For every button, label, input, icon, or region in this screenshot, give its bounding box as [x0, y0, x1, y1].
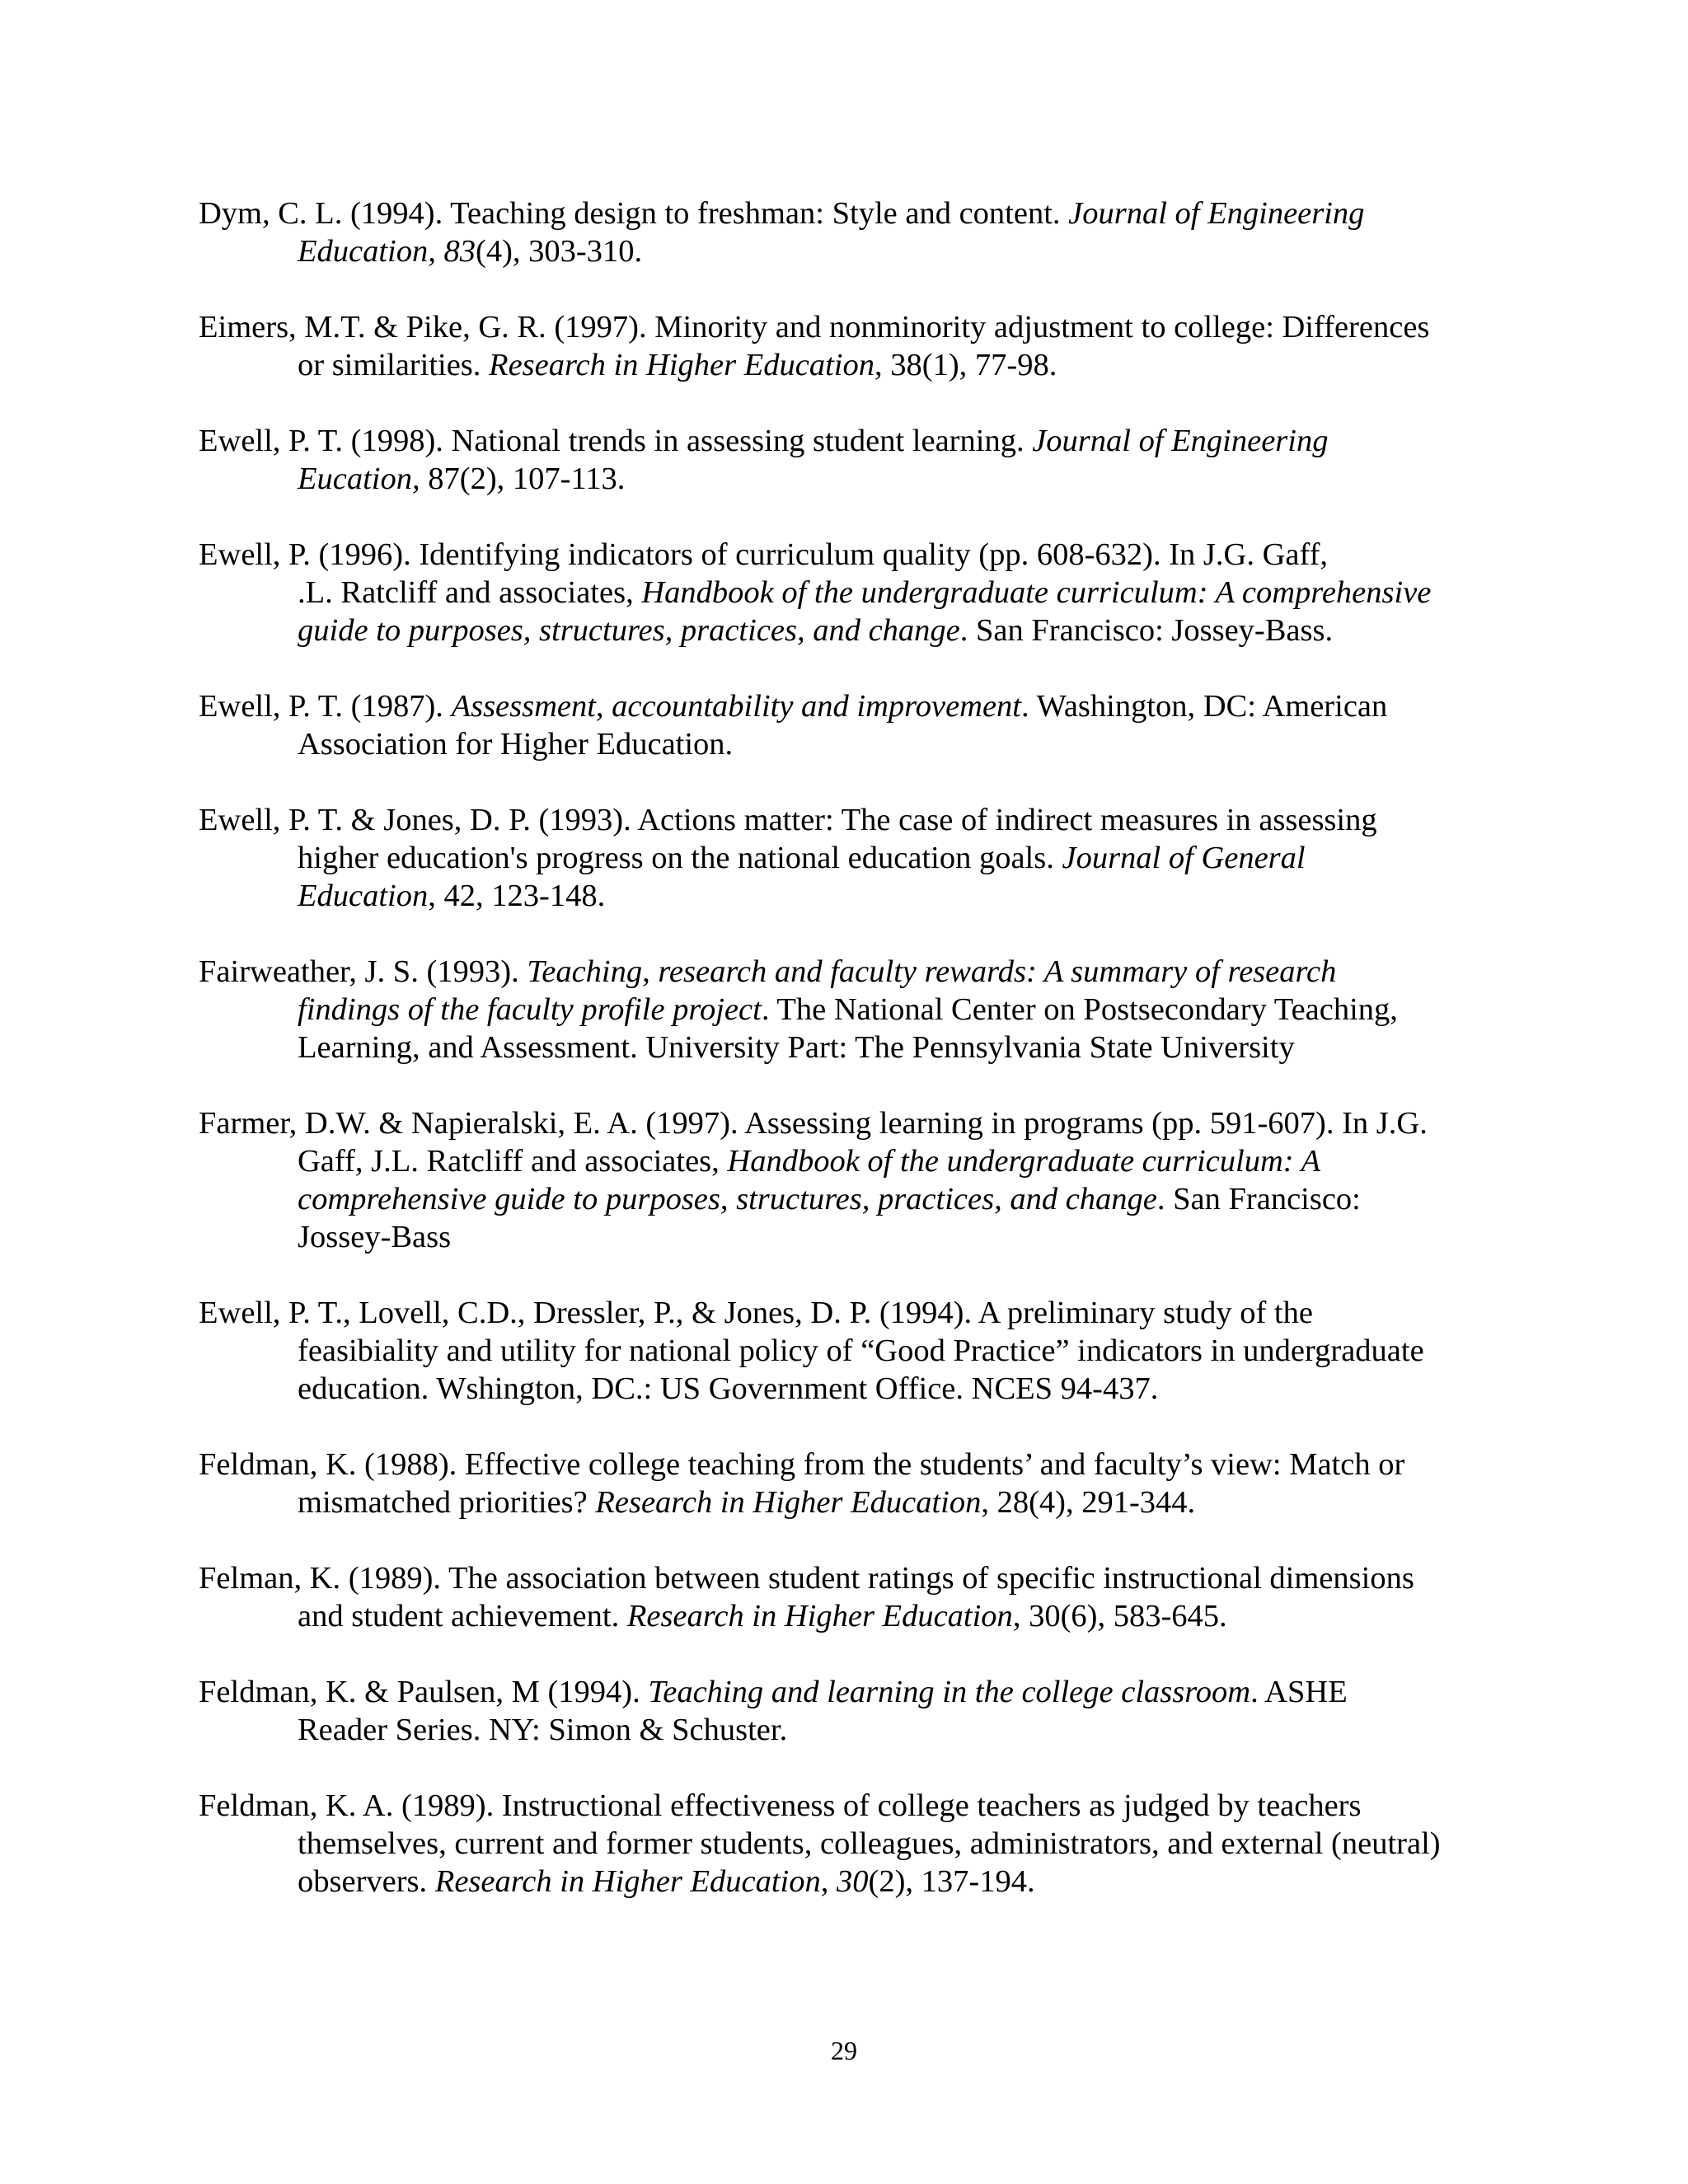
- reference-first-line: [199, 953, 1517, 991]
- reference-text: ,: [820, 1864, 837, 1899]
- reference-italic-text: 30: [837, 1864, 869, 1899]
- reference-entry: [199, 1673, 1517, 1749]
- reference-first-line: [199, 308, 1517, 346]
- reference-continuation-line: [199, 574, 1517, 612]
- reference-continuation-line: [199, 460, 1517, 498]
- reference-entry: [199, 194, 1517, 270]
- reference-text: Reader Series. NY: Simon & Schuster.: [298, 1713, 788, 1747]
- reference-continuation-line: [199, 1863, 1517, 1900]
- reference-italic-text: Handbook of the undergraduate curriculum: A: [727, 1144, 1321, 1179]
- reference-text: . ASHE: [1250, 1675, 1348, 1709]
- reference-text: feasibiality and utility for national policy of “Good Practice” indicators in undergraduate: [298, 1333, 1424, 1368]
- reference-text: observers.: [298, 1864, 435, 1899]
- reference-first-line: [199, 687, 1517, 725]
- reference-entry: [199, 1104, 1517, 1256]
- reference-continuation-line: [199, 839, 1517, 877]
- reference-text: , 30(6), 583-645.: [1012, 1599, 1227, 1633]
- reference-continuation-line: [199, 725, 1517, 763]
- reference-text: Feldman, K. & Paulsen, M (1994).: [199, 1675, 649, 1709]
- reference-continuation-line: [199, 232, 1517, 270]
- reference-entry: [199, 1446, 1517, 1521]
- reference-continuation-line: [199, 612, 1517, 649]
- reference-italic-text: Teaching, research and faculty rewards: A summary of research: [527, 954, 1337, 989]
- reference-text: Ewell, P. T., Lovell, C.D., Dressler, P., & Jones, D. P. (1994). A preliminary study of the: [199, 1296, 1313, 1330]
- reference-italic-text: Journal of General: [1062, 841, 1306, 875]
- reference-text: , 38(1), 77-98.: [874, 348, 1057, 382]
- reference-text: Gaff, J.L. Ratcliff and associates,: [298, 1144, 728, 1179]
- reference-italic-text: Teaching and learning in the college classroom: [648, 1675, 1251, 1709]
- reference-italic-text: Education, 83: [298, 234, 476, 269]
- reference-entry: [199, 308, 1517, 384]
- reference-text: , 28(4), 291-344.: [981, 1485, 1196, 1520]
- reference-entry: [199, 422, 1517, 498]
- reference-italic-text: Assessment, accountability and improvement: [451, 689, 1022, 724]
- reference-text: . San Francisco:: [1156, 1182, 1361, 1216]
- reference-text: themselves, current and former students, colleagues, administrators, and external (neutral): [298, 1826, 1441, 1861]
- reference-continuation-line: [199, 1029, 1517, 1066]
- reference-first-line: [199, 1446, 1517, 1483]
- reference-text: or similarities.: [298, 348, 490, 382]
- reference-continuation-line: [199, 1180, 1517, 1218]
- reference-italic-text: Research in Higher Education: [489, 348, 875, 382]
- reference-italic-text: comprehensive guide to purposes, structures, practices, and change: [298, 1182, 1157, 1216]
- reference-text: Farmer, D.W. & Napieralski, E. A. (1997). Assessing learning in programs (pp. 591-607). In J.G.: [199, 1106, 1428, 1141]
- reference-text: . San Francisco: Jossey-Bass.: [959, 613, 1334, 648]
- reference-text: (2), 137-194.: [868, 1864, 1035, 1899]
- reference-text: Feldman, K. (1988). Effective college teaching from the students’ and faculty’s view: Match or: [199, 1447, 1405, 1482]
- reference-text: Ewell, P. (1996). Identifying indicators of curriculum quality (pp. 608-632). In J.G. Gaff,: [199, 537, 1329, 572]
- reference-italic-text: Education: [298, 879, 429, 913]
- reference-text: education. Wshington, DC.: US Government Office. NCES 94-437.: [298, 1371, 1159, 1406]
- reference-entry: [199, 1559, 1517, 1635]
- reference-entry: [199, 1294, 1517, 1408]
- reference-continuation-line: [199, 1332, 1517, 1370]
- reference-italic-text: Research in Higher Education: [434, 1864, 821, 1899]
- reference-entry: [199, 536, 1517, 649]
- reference-text: and student achievement.: [298, 1599, 627, 1633]
- reference-text: , 42, 123-148.: [428, 879, 606, 913]
- reference-text: 87(2), 107-113.: [420, 462, 626, 496]
- reference-first-line: [199, 536, 1517, 574]
- reference-continuation-line: [199, 991, 1517, 1029]
- reference-list: [199, 194, 1517, 1938]
- reference-first-line: [199, 1673, 1517, 1711]
- reference-continuation-line: [199, 1218, 1517, 1256]
- reference-text: Association for Higher Education.: [298, 727, 734, 762]
- reference-text: Felman, K. (1989). The association between student ratings of specific instructional dimensions: [199, 1561, 1414, 1596]
- reference-continuation-line: [199, 877, 1517, 915]
- reference-text: Jossey-Bass: [298, 1220, 452, 1254]
- reference-italic-text: Journal of Engineering: [1068, 196, 1365, 231]
- reference-continuation-line: [199, 1711, 1517, 1749]
- reference-first-line: [199, 1559, 1517, 1597]
- page-number: 29: [831, 2036, 857, 2065]
- reference-entry: [199, 1787, 1517, 1900]
- reference-italic-text: Eucation,: [298, 462, 420, 496]
- reference-italic-text: findings of the faculty profile project: [298, 992, 762, 1027]
- reference-italic-text: Handbook of the undergraduate curriculum: A comprehensive: [641, 575, 1432, 610]
- reference-text: mismatched priorities?: [298, 1485, 596, 1520]
- reference-italic-text: Research in Higher Education: [595, 1485, 982, 1520]
- reference-text: Feldman, K. A. (1989). Instructional effectiveness of college teachers as judged by teachers: [199, 1788, 1362, 1823]
- reference-first-line: [199, 1294, 1517, 1332]
- reference-continuation-line: [199, 1483, 1517, 1521]
- reference-first-line: [199, 1104, 1517, 1142]
- reference-continuation-line: [199, 1597, 1517, 1635]
- reference-first-line: [199, 801, 1517, 839]
- reference-continuation-line: [199, 346, 1517, 384]
- reference-text: Learning, and Assessment. University Part: The Pennsylvania State University: [298, 1030, 1295, 1065]
- reference-entry: [199, 953, 1517, 1066]
- reference-text: Fairweather, J. S. (1993).: [199, 954, 528, 989]
- reference-italic-text: guide to purposes, structures, practices, and change: [298, 613, 960, 648]
- reference-first-line: [199, 1787, 1517, 1825]
- reference-text: Ewell, P. T. & Jones, D. P. (1993). Actions matter: The case of indirect measures in assessing: [199, 803, 1377, 837]
- reference-italic-text: Research in Higher Education: [626, 1599, 1013, 1633]
- reference-text: (4), 303-310.: [476, 234, 643, 269]
- reference-first-line: [199, 422, 1517, 460]
- reference-entry: [199, 801, 1517, 915]
- reference-text: Ewell, P. T. (1987).: [199, 689, 452, 724]
- reference-first-line: [199, 194, 1517, 232]
- reference-text: . Washington, DC: American: [1021, 689, 1388, 724]
- reference-continuation-line: [199, 1370, 1517, 1408]
- reference-italic-text: Journal of Engineering: [1032, 424, 1329, 458]
- reference-text: . The National Center on Postsecondary Teaching,: [761, 992, 1398, 1027]
- reference-text: Ewell, P. T. (1998). National trends in assessing student learning.: [199, 424, 1033, 458]
- reference-text: .L. Ratcliff and associates,: [298, 575, 642, 610]
- reference-text: Eimers, M.T. & Pike, G. R. (1997). Minority and nonminority adjustment to college: Differences: [199, 310, 1430, 344]
- reference-text: Dym, C. L. (1994). Teaching design to freshman: Style and content.: [199, 196, 1069, 231]
- reference-entry: [199, 687, 1517, 763]
- reference-text: higher education's progress on the national education goals.: [298, 841, 1062, 875]
- reference-continuation-line: [199, 1825, 1517, 1863]
- reference-continuation-line: [199, 1142, 1517, 1180]
